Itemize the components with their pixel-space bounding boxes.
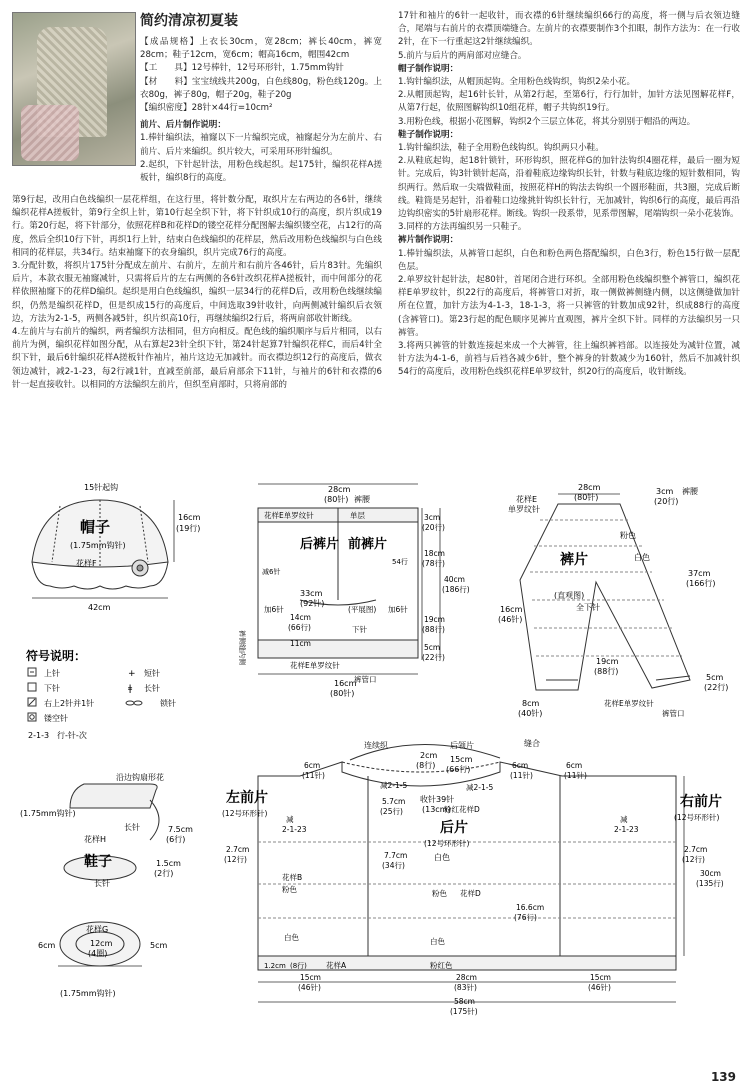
chain-symbol <box>134 701 142 705</box>
top-a: 花样A <box>326 961 347 970</box>
top-m27r-b: (12行) <box>682 855 705 864</box>
hat-rows: (19行) <box>176 524 201 533</box>
top-m-collar-r: (8行) <box>416 761 436 770</box>
top-m6r-c: (11针) <box>564 771 587 780</box>
hat-top: 15针起钩 <box>84 483 119 492</box>
sec4-p1: 1.棒针编织法，从裤管口起织，白色和粉色两色搭配编织，白色3行，粉色15行做一层配色层。 <box>398 248 740 272</box>
top-m15b: 15cm <box>300 973 321 982</box>
pf-side: 裤侧缝内侧 <box>238 630 246 665</box>
top-pink: 粉色 <box>282 885 297 894</box>
shoe-m2r: (2行) <box>154 869 174 878</box>
top-back: 后片 <box>440 820 468 836</box>
top-joined: 连续织 <box>364 741 388 750</box>
legend-item-3: 镂空针 <box>44 714 68 723</box>
top-b: 花样B <box>282 873 303 882</box>
top-m28: 28cm <box>456 973 477 982</box>
shoe-flower: 沿边钩扇形花 <box>116 773 164 782</box>
sec1-p4: 4.左前片与右前片的编织，两者编织方法相同，但方向相反。配色线的编织顺序与后片相同，以右前片为例，编织花样如图分配，从右算起23针全织下针，第24针起算7针编织花样C，而后4针全织下针，最后6针编织花样A搓板针作袖片，袖片这边无加减针。而衣襟边织12行的高度后，做衣领边减针，减2-1-23，每2行减1针，直减至前部，最后肩部余下11针，与袖片的6针和衣襟的6针一起直接收针。以相同的方法编织左前片，但织至肩部时，只将肩部的 <box>12 327 382 390</box>
pv-m7r: (40针) <box>518 709 543 718</box>
pv-rib: 花样E <box>516 495 538 504</box>
legend-item-5: 长针 <box>144 684 160 693</box>
sec3-p1: 1.钩针编织法，鞋子全用粉色线钩织。钩织两只小鞋。 <box>398 143 604 154</box>
pf-m8r: (22行) <box>422 653 445 662</box>
pf-m2: 18cm <box>424 549 445 558</box>
pf-m7: 19cm <box>424 615 445 624</box>
top-collar: 后领片 <box>450 741 474 750</box>
pf-front: 前裤片 <box>348 537 388 552</box>
top-m6-c: 6cm <box>566 761 583 770</box>
top-m15br-r: (46针) <box>588 983 611 992</box>
photo-shoe <box>21 105 79 161</box>
top-m58: 58cm <box>454 997 475 1006</box>
legend-item-4: 短针 <box>144 669 160 678</box>
garment-photo <box>12 12 136 166</box>
pf-back: 后裤片 <box>300 537 340 552</box>
shoe-m3: 12cm <box>90 939 113 948</box>
sec1-p1: 1.棒针编织法，袖窿以下一片编织完成，袖窿起分为左前片、右前片、后片来编织。织片较大，可采用环形针编织。 <box>140 133 382 157</box>
pv-rib2: 单罗纹针 <box>508 505 540 514</box>
legend-item-6: 锁针 <box>160 699 176 708</box>
top-sew: 缝合 <box>524 739 540 748</box>
pv-m5r: (88行) <box>594 667 619 676</box>
top-dec-b: 减 <box>620 815 628 824</box>
pv-m2: 3cm <box>656 487 674 496</box>
sec3-title: 鞋子制作说明： <box>398 129 459 140</box>
legend-item-1: 下针 <box>44 684 60 693</box>
top-pink2: 粉色 <box>432 889 447 898</box>
sec2-p3: 3.用粉色线，根据小花图解，钩织2个三层立体花，将其分别别于帽沿的两边。 <box>398 116 696 127</box>
top-m6r-b: (11针) <box>510 771 533 780</box>
sec2-title: 帽子制作说明： <box>398 63 459 74</box>
top-white-d: 白色 <box>434 853 450 862</box>
shoe-m2: 1.5cm <box>156 859 181 868</box>
top-pink-d: 粉红花样D <box>444 805 480 814</box>
sec1-p4b: 17针和袖片的6针一起收针，而衣襟的6针继续编织66行的高度，将一侧与后衣领边缝合，尾端与右前片的衣襟顶端缝合。左前片的衣襟要制作3个扣眼，制作方法为：在一行收2针，在下一行重起这2针继续编织。 <box>398 11 740 48</box>
pf-flat: (平展图) <box>348 605 377 614</box>
article-title: 简约清凉初夏装 <box>140 13 238 29</box>
top-pink-bar: 粉红色 <box>430 961 453 970</box>
top-m28r: (83针) <box>454 983 477 992</box>
top-dec: 减 <box>286 815 294 824</box>
hat-circ: 42cm <box>88 603 111 612</box>
shoe-m3r: (4圈) <box>88 949 108 958</box>
top-m16: 16.6cm <box>516 903 545 912</box>
pv-m3r: (166行) <box>686 579 716 588</box>
legend <box>26 648 176 740</box>
legend-title: 符号说明： <box>26 649 87 663</box>
top-right-tool: (12号环形针) <box>674 813 720 822</box>
pf-m8: 5cm <box>424 643 441 652</box>
pf-bottom-st: (80针) <box>330 689 355 698</box>
shoe-hook2: (1.75mm钩针) <box>60 989 116 998</box>
pf-m6: 11cm <box>290 639 311 648</box>
top-m39r: (13cm) <box>422 805 451 814</box>
pf-inc2: 加6针 <box>388 605 408 614</box>
page-number: 139 <box>710 1070 736 1084</box>
top-m-collar: 2cm <box>420 751 438 760</box>
shoe-m1: 7.5cm <box>168 825 193 834</box>
sc-symbol: + <box>128 669 136 679</box>
top-m77r: (34行) <box>382 861 405 870</box>
shoe-label: 鞋子 <box>84 854 112 870</box>
pv-all: 全下针 <box>576 603 600 612</box>
top-left: 左前片 <box>226 790 268 806</box>
pv-pink: 粉色 <box>620 531 636 540</box>
yarnover-symbol <box>28 713 36 721</box>
spec-tools: 【工 具】12号棒针，12号环形针，1.75mm钩针 <box>140 63 344 74</box>
hat-pattern: 花样F <box>76 559 97 568</box>
top-m27: 2.7cm <box>226 845 250 854</box>
shoe-h: 花样H <box>84 835 107 844</box>
top-m16r: (76行) <box>514 913 537 922</box>
spec-size: 【成品规格】上衣长30cm，宽28cm；裤长40cm，裤宽28cm；鞋子12cm，宽6cm；帽高16cm，帽围42cm <box>140 37 382 61</box>
pv-white: 白色 <box>634 553 650 562</box>
pf-m5: 14cm <box>290 613 311 622</box>
sec4-p2: 2.单罗纹针起针法，起80针，首尾闭合进行环织。全部用粉色线编织整个裤管口，编织花样E单罗纹针，织22行的高度后，将裤管口对折，取一侧做裤侧缝内侧，以这侧缝做加针所在位置，加针方法为4-1-3，18-1-3，将一只裤管的针数加成92针，织成88行的高度(含裤管口)。第23行起的配色顺序见裤片直观图，裤片全织下针。同样的方法编织另一只裤管。 <box>398 275 740 338</box>
pv-cuff2: 裤管口 <box>662 709 685 718</box>
pf-single: 单层 <box>350 511 365 520</box>
pf-m4: 33cm <box>300 589 323 598</box>
pf-m1r: (20行) <box>422 523 445 532</box>
top-m6r: (11针) <box>302 771 325 780</box>
top-dec-fb: 2-1-23 <box>614 825 639 834</box>
top-d: 花样D <box>460 889 481 898</box>
top-m12: 1.2cm <box>264 962 286 970</box>
pf-m1: 3cm <box>424 513 441 522</box>
pf-waist: 裤腰 <box>354 495 370 504</box>
shoe-m1r: (6行) <box>166 835 186 844</box>
pf-low: 下针 <box>352 625 367 634</box>
sec1-title: 前片、后片制作说明： <box>140 120 226 131</box>
pf-m3: 40cm <box>444 575 465 584</box>
pattern-diagrams <box>0 470 750 1070</box>
pf-m3r: (186行) <box>442 585 470 594</box>
pf-m54: 54行 <box>392 558 408 566</box>
pf-top: 28cm <box>328 485 351 494</box>
pf-cuff: 裤管口 <box>354 675 377 684</box>
pf-m5r: (66行) <box>288 623 311 632</box>
pv-m6r: (22行) <box>704 683 729 692</box>
hat-hook: (1.75mm钩针) <box>70 541 126 550</box>
sec1-p5: 5.前片与后片的两肩部对应缝合。 <box>398 50 527 61</box>
spec-material: 【材 料】宝宝绒线共200g，白色线80g，粉色线120g。上衣80g，裤子80g，帽子20g，鞋子20g <box>140 76 382 100</box>
top-m15r: (66行) <box>446 765 471 774</box>
pf-dec: 减6针 <box>262 568 281 576</box>
pv-m3: 37cm <box>688 569 711 578</box>
pv-m2r: (20行) <box>654 497 679 506</box>
dc-symbol: ǂ <box>128 684 133 694</box>
text-column-wide <box>12 194 382 392</box>
shoe-m4: 6cm <box>38 941 56 950</box>
pv-m5: 19cm <box>596 657 619 666</box>
top-m57: 5.7cm <box>382 797 406 806</box>
top-dec2b: 减2-1-5 <box>466 783 494 792</box>
top-m15br: (46针) <box>298 983 321 992</box>
sec2-p2: 2.从帽顶起钩，起16针长针，从第2行起，至第6行，行行加针，加针方法见图解花样F，从第7行起，依照图解钩织10组花样，帽子共钩织19行。 <box>398 90 740 114</box>
shoe-len: 长针 <box>124 823 140 832</box>
pv-m4: 16cm <box>500 605 523 614</box>
pf-inc: 加6针 <box>264 605 284 614</box>
top-m6: 6cm <box>304 761 321 770</box>
pv-m1: 28cm <box>578 483 601 492</box>
sec1-p2a: 2.起织，下针起针法，用粉色线起织。起175针，编织花样A搓板针，编织8行的高度。 <box>140 159 382 184</box>
text-column-right <box>398 10 740 380</box>
pv-m1r: (80针) <box>574 493 599 502</box>
top-m30: 30cm <box>700 869 721 878</box>
top-m15: 15cm <box>450 755 473 764</box>
spec-density: 【编织密度】28针×44行=10cm² <box>140 103 273 114</box>
top-m57r: (25行) <box>380 807 403 816</box>
pf-cuff-rib: 花样E单罗纹针 <box>290 661 340 670</box>
pv-m6: 5cm <box>706 673 724 682</box>
top-white: 白色 <box>284 933 299 942</box>
sec1-p2b: 第9行起，改用白色线编织一层花样组，在这行里，将针数分配，取织片左右两边的各6针，继续编织花样A搓板针，第9行全织上针，第10行起全织下针，将下针织成10行的高度，织片织成19行。第20行起，将下针部分，依照花样B和花样D的镂空花样分配图解去编织镂空花，占12行的高度，然后全织10行下针，再织1行上针，结束白色线编织的花样层，然后改用粉色线编织与白色线相同的花样层，共34行。结束袖窿下的衣身编织，织片完成76行的高度。 <box>12 195 382 258</box>
pf-bottom: 16cm <box>334 679 357 688</box>
top-m58r: (175针) <box>450 1007 478 1016</box>
sec2-p1: 1.钩针编织法，从帽顶起钩。全用粉色线钩织，钩织2朵小花。 <box>398 77 636 88</box>
pf-m7r: (88行) <box>422 625 445 634</box>
pf-top-st: (80针) <box>324 495 349 504</box>
top-back-tool: (12号环形针) <box>424 839 470 848</box>
sec3-p3: 3.同样的方法再编织另一只鞋子。 <box>398 222 527 233</box>
top-dec-f: 2-1-23 <box>282 825 307 834</box>
shoe-m5: 5cm <box>150 941 168 950</box>
spec-column <box>140 10 382 185</box>
hat-height: 16cm <box>178 513 201 522</box>
shoe-len2: 长针 <box>94 879 110 888</box>
top-m39: 收针39针 <box>420 795 455 804</box>
top-white2: 白色 <box>430 937 445 946</box>
legend-item-2: 右上2针并1针 <box>44 699 95 708</box>
sec1-p3: 3.分配针数，将织片175针分配成左前片、右前片，左前片和右前片各46针，后片83针。先编织后片，本款衣服无袖窿减针，只需将后片的左右两侧的各6针改织花样A搓板针，而中间部分的花样依照袖窿下的花样D编织。起织是用白色线编织，编织一层34行的花样D后，改用粉色线继续编织，仍然是编织花样D，但是织成15行的高度后，中间选取39针收针，向两侧减针编织后衣领边，方法为2-1-5，两侧各减5针，织片织高10行，再继续编织2行后，将两肩部收针断线。 <box>12 261 382 324</box>
sec4-p3: 3.将两只裤管的针数连接起来成一个大裤管，往上编织裤裆部。以连接处为减针位置，减针方法为4-1-6，前裆与后裆各减少6针，整个裤身的针数减少为160针，然后不加减针织54行的高度后，改用粉色线织花样E单罗纹针，织20行的高度后，收针断线。 <box>398 341 740 378</box>
top-left-tool: (12号环形针) <box>222 809 268 818</box>
top-m30r: (135行) <box>696 879 724 888</box>
hat-label: 帽子 <box>80 518 111 536</box>
pf-m4r: (92针) <box>300 599 325 608</box>
top-m6-b: 6cm <box>512 761 529 770</box>
sec3-p2: 2.从鞋底起钩，起18针锁针，环形钩织，照花样G的加针法钩织4圈花样，最后一圈为短针。完成后，钩3针锁针起高，沿着鞋底边缘钩织长针，针数与鞋底边缘的短针数相同，钩织两行。然后取一尖端做鞋面，按照花样H的钩法去钩织一个圆形鞋面，共3圈，完成后断线。鞋筒是另起针，沿着鞋口边缘挑针钩织长针行，无加减针，钩织6行的高度，最后再沿边钩织密实的5针扇形花样。断线。钩织一段系带，见系带图解，尾端钩织一朵小花装饰。 <box>398 156 740 220</box>
top-m77: 7.7cm <box>384 851 408 860</box>
pv-m4r: (46针) <box>498 615 523 624</box>
pf-m2r: (78行) <box>422 559 445 568</box>
top-m27r: (12行) <box>224 855 247 864</box>
shoe-g: 花样G <box>86 925 109 934</box>
knit-symbol <box>28 683 36 691</box>
pf-rib: 花样E单罗纹针 <box>264 511 314 520</box>
shoe-hook: (1.75mm钩针) <box>20 809 76 818</box>
pv-full: (直观图) <box>554 591 585 600</box>
legend-note: 2-1-3 行-针-次 <box>28 731 87 740</box>
top-m12r: (8行) <box>290 962 307 970</box>
pv-m7: 8cm <box>522 699 540 708</box>
top-dec2: 减2-1-5 <box>380 781 408 790</box>
pv-label: 裤片 <box>560 552 588 568</box>
top-m27-b: 2.7cm <box>684 845 708 854</box>
pv-waist: 裤腰 <box>682 487 698 496</box>
sec4-title: 裤片制作说明： <box>398 235 459 246</box>
top-m15b-r: 15cm <box>590 973 611 982</box>
pv-cuff: 花样E单罗纹针 <box>604 699 654 708</box>
top-right: 右前片 <box>680 794 722 810</box>
legend-item-0: 上针 <box>44 669 60 678</box>
